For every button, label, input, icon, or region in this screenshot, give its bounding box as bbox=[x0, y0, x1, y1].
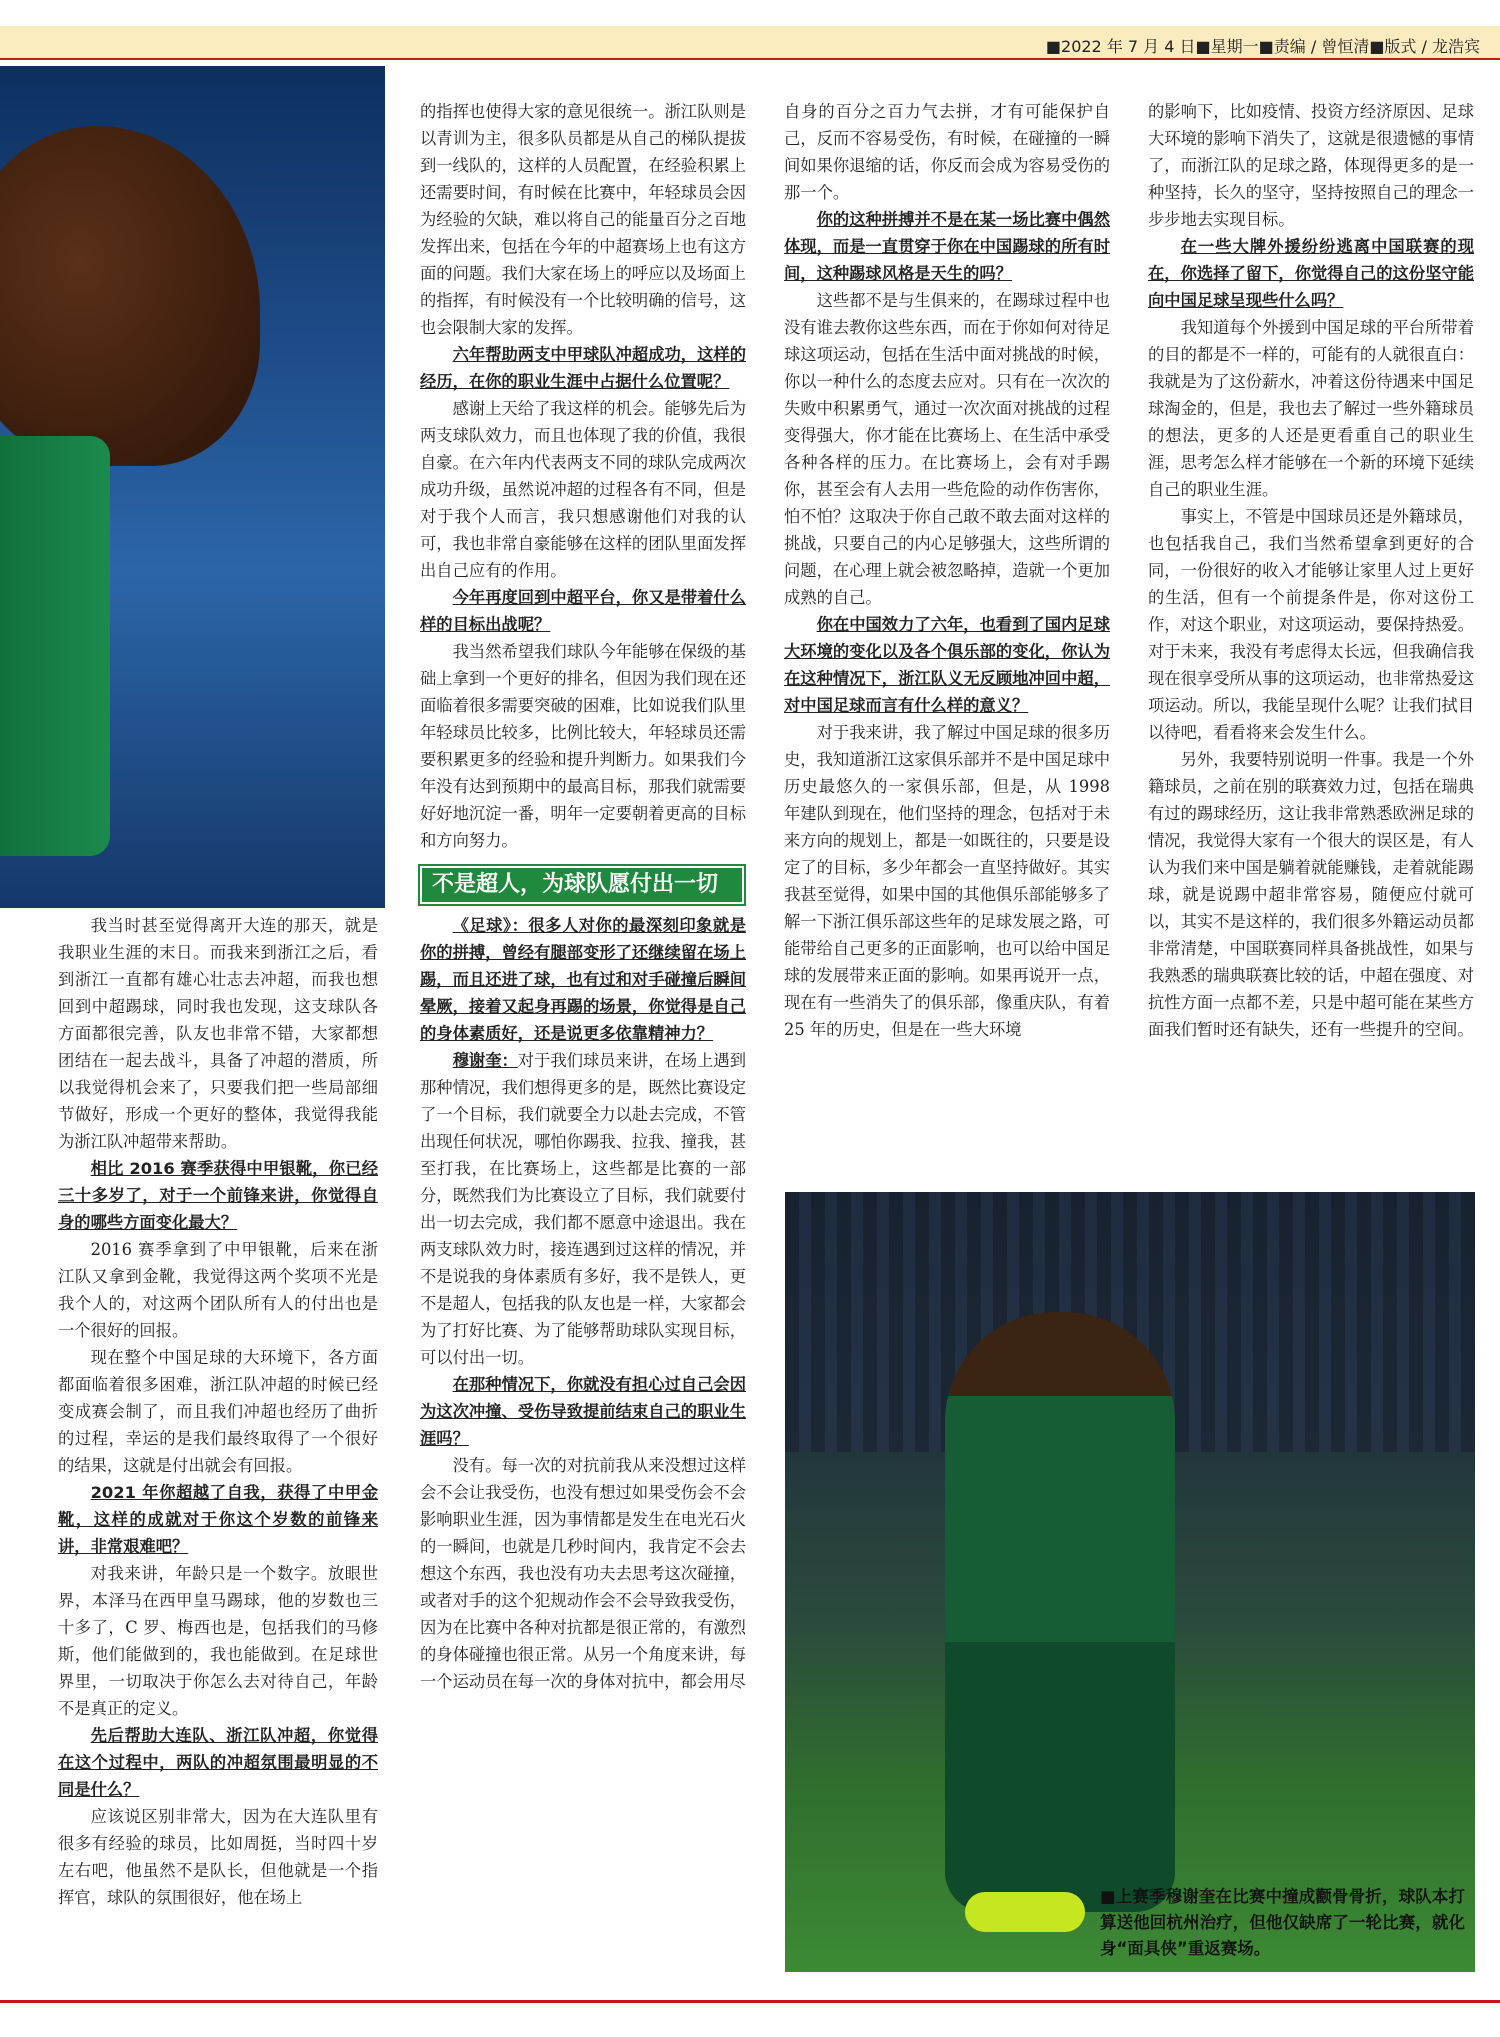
interview-question: 在一些大牌外援纷纷逃离中国联赛的现在，你选择了留下，你觉得自己的这份坚守能向中国足球呈现些什么吗？ bbox=[1148, 237, 1474, 310]
body-paragraph: 2016 赛季拿到了中甲银靴，后来在浙江队又拿到金靴，我觉得这两个奖项不光是我个人的，对这两个团队所有人的付出也是一个很好的回报。 bbox=[58, 1240, 378, 1340]
body-paragraph: 没有。每一次的对抗前我从来没想过这样会不会让我受伤，也没有想过如果受伤会不会影响职业生涯，因为事情都是发生在电光石火的一瞬间，也就是几秒时间内，我肯定不会去想这个东西，我也没有功夫去思考这次碰撞，或者对手的这个犯规动作会不会导致我受伤，因为在比赛中各种对抗都是很正常的，有激烈的身体碰撞也很正常。从另一个角度来讲，每一个运动员在每一次的身体对抗中，都会用尽 bbox=[420, 1456, 746, 1691]
column-3 bbox=[784, 98, 1110, 1043]
interview-question: 相比 2016 赛季获得中甲银靴，你已经三十多岁了，对于一个前锋来讲，你觉得自身的哪些方面变化最大？ bbox=[58, 1159, 378, 1232]
column-2 bbox=[420, 98, 746, 1695]
body-paragraph: 另外，我要特别说明一件事。我是一个外籍球员，之前在别的联赛效力过，包括在瑞典有过的踢球经历，这让我非常熟悉欧洲足球的情况，我觉得大家有一个很大的误区是，有人认为我们来中国是躺着就能赚钱，走着就能踢球，就是说踢中超非常容易，随便应付就可以，其实不是这样的，我们很多外籍运动员都非常清楚，中国联赛同样具备挑战性，如果与我熟悉的瑞典联赛比较的话，中超在强度、对抗性方面一点都不差，只是中超可能在某些方面我们暂时还有缺失，还有一些提升的空间。 bbox=[1148, 750, 1474, 1039]
body-paragraph: 我当然希望我们球队今年能够在保级的基础上拿到一个更好的排名，但因为我们现在还面临着很多需要突破的困难，比如说我们队里年轻球员比较多，比例比较大，年轻球员还需要积累更多的经验和提升判断力。如果我们今年没有达到预期中的最高目标，那我们就需要好好地沉淀一番，明年一定要朝着更高的目标和方向努力。 bbox=[420, 642, 746, 850]
photo-player bbox=[945, 1312, 1175, 1912]
interview-question: 今年再度回到中超平台，你又是带着什么样的目标出战呢？ bbox=[420, 588, 746, 634]
continued-paragraph: 的影响下，比如疫情、投资方经济原因、足球大环境的影响下消失了，这就是很遗憾的事情了，而浙江队的足球之路，体现得更多的是一种坚持，长久的坚守，坚持按照自己的理念一步步地去实现目标。 bbox=[1148, 102, 1474, 229]
section-title: 不是超人，为球队愿付出一切 bbox=[420, 866, 744, 904]
header-rule bbox=[0, 58, 1500, 60]
column-4 bbox=[1148, 98, 1474, 1043]
body-paragraph: 对于我来讲，我了解过中国足球的很多历史，我知道浙江这家俱乐部并不是中国足球中历史最悠久的一家俱乐部，但是，从 1998 年建队到现在，他们坚持的理念，包括对于未来方向的规划上，都是一如既往的，只要是设定了的目标，多少年都会一直坚持做好。其实我甚至觉得，如果中国的其他俱乐部能够多了解一下浙江俱乐部这些年的足球发展之路，可能带给自己更多的正面影响，也可以给中国足球的发展带来正面的影响。如果再说开一点，现在有一些消失了的俱乐部，像重庆队，有着 25 年的历史，但是在一些大环境 bbox=[784, 723, 1110, 1039]
interview-question: 2021 年你超越了自我，获得了中甲金靴，这样的成就对于你这个岁数的前锋来讲，非常艰难吧？ bbox=[58, 1483, 378, 1556]
photo-boot bbox=[965, 1892, 1085, 1932]
continued-paragraph: 的指挥也使得大家的意见很统一。浙江队则是以青训为主，很多队员都是从自己的梯队提拔到一线队的，这样的人员配置，在经验积累上还需要时间，有时候在比赛中，年轻球员会因为经验的欠缺，难以将自己的能量百分之百地发挥出来，包括在今年的中超赛场上也有这方面的问题。我们大家在场上的呼应以及场面上的指挥，有时候没有一个比较明确的信号，这也会限制大家的发挥。 bbox=[420, 102, 746, 337]
interview-question: 你的这种拼搏并不是在某一场比赛中偶然体现，而是一直贯穿于你在中国踢球的所有时间，这种踢球风格是天生的吗？ bbox=[784, 210, 1110, 283]
photo-caption: ■上赛季穆谢奎在比赛中撞成颧骨骨折，球队本打算送他回杭州治疗，但他仅缺席了一轮比赛，就化身“面具侠”重返赛场。 bbox=[1100, 1887, 1465, 1958]
body-paragraph: 我知道每个外援到中国足球的平台所带着的目的都是不一样的，可能有的人就很直白：我就是为了这份薪水，冲着这份待遇来中国足球淘金的，但是，我也去了解过一些外籍球员的想法，更多的人还是更看重自己的职业生涯，思考怎么样才能够在一个新的环境下延续自己的职业生涯。 bbox=[1148, 318, 1474, 499]
body-paragraph: 感谢上天给了我这样的机会。能够先后为两支球队效力，而且也体现了我的价值，我很自豪。在六年内代表两支不同的球队完成两次成功升级，虽然说冲超的过程各有不同，但是对于我个人而言，我只想感谢他们对我的认可，我也非常自豪能够在这样的团队里面发挥出自己应有的作用。 bbox=[420, 399, 746, 580]
column-1 bbox=[58, 912, 378, 1911]
footer-rule bbox=[0, 2000, 1500, 2003]
body-paragraph: 我当时甚至觉得离开大连的那天，就是我职业生涯的末日。而我来到浙江之后，看到浙江一直都有雄心壮志去冲超，而我也想回到中超踢球，同时我也发现，这支球队各方面都很完善，队友也非常不错，大家都想团结在一起去战斗，具备了冲超的潜质，所以我觉得机会来了，只要我们把一些局部细节做好，形成一个更好的整体，我觉得我能为浙江队冲超带来帮助。 bbox=[58, 916, 378, 1151]
top-margin bbox=[0, 0, 1500, 26]
interview-question: 在那种情况下，你就没有担心过自己会因为这次冲撞、受伤导致提前结束自己的职业生涯吗？ bbox=[420, 1375, 746, 1448]
answer-paragraph bbox=[420, 1047, 746, 1371]
issue-info: ■2022 年 7 月 4 日■星期一■责编 / 曾恒清■版式 / 龙浩宾 bbox=[1045, 37, 1480, 56]
player-photo-top bbox=[0, 66, 385, 908]
body-paragraph: 对我来讲，年龄只是一个数字。放眼世界，本泽马在西甲皇马踢球，他的岁数也三十多了，C 罗、梅西也是，包括我们的马修斯，他们能做到的，我也能做到。在足球世界里，一切取决于你怎么去对待自己，年龄不是真正的定义。 bbox=[58, 1564, 378, 1718]
photo-shirt bbox=[0, 436, 110, 856]
body-paragraph: 这些都不是与生俱来的，在踢球过程中也没有谁去教你这些东西，而在于你如何对待足球这项运动，包括在生活中面对挑战的时候，你以一种什么的态度去应对。只有在一次次的失败中积累勇气，通过一次次面对挑战的过程变得强大，你才能在比赛场上、在生活中承受各种各样的压力。在比赛场上，会有对手踢你，甚至会有人去用一些危险的动作伤害你，怕不怕？这取决于你自己敢不敢去面对这样的挑战，只要自己的内心足够强大，这些所谓的问题，在心理上就会被忽略掉，造就一个更加成熟的自己。 bbox=[784, 291, 1110, 607]
photo-arm bbox=[0, 126, 260, 466]
body-paragraph: 现在整个中国足球的大环境下，各方面都面临着很多困难，浙江队冲超的时候已经变成赛会制了，而且我们冲超也经历了曲折的过程，幸运的是我们最终取得了一个很好的结果，这就是付出就会有回报。 bbox=[58, 1348, 378, 1475]
continued-paragraph: 自身的百分之百力气去拼，才有可能保护自己，反而不容易受伤，有时候，在碰撞的一瞬间如果你退缩的话，你反而会成为容易受伤的那一个。 bbox=[784, 102, 1110, 202]
interview-question: 《足球》：很多人对你的最深刻印象就是你的拼搏，曾经有腿部变形了还继续留在场上踢，而且还进了球，也有过和对手碰撞后瞬间晕厥，接着又起身再踢的场景，你觉得是自己的身体素质好，还是说更多依靠精神力？ bbox=[420, 916, 746, 1043]
speaker-label: 穆谢奎： bbox=[452, 1051, 518, 1070]
player-photo-bottom bbox=[785, 1192, 1475, 1972]
body-paragraph: 事实上，不管是中国球员还是外籍球员，也包括我自己，我们当然希望拿到更好的合同，一份很好的收入才能够让家里人过上更好的生活，但有一个前提条件是，你对这份工作，对这个职业，对这项运动，要保持热爱。对于未来，我没有考虑得太长远，但我确信我现在很享受所从事的这项运动，也非常热爱这项运动。所以，我能呈现什么呢？让我们拭目以待吧，看看将来会发生什么。 bbox=[1148, 507, 1474, 742]
interview-question: 先后帮助大连队、浙江队冲超，你觉得在这个过程中，两队的冲超氛围最明显的不同是什么？ bbox=[58, 1726, 378, 1799]
interview-question: 你在中国效力了六年，也看到了国内足球大环境的变化以及各个俱乐部的变化，你认为在这种情况下，浙江队义无反顾地冲回中超，对中国足球而言有什么样的意义？ bbox=[784, 615, 1110, 715]
body-paragraph: 应该说区别非常大，因为在大连队里有很多有经验的球员，比如周挺，当时四十岁左右吧，他虽然不是队长，但他就是一个指挥官，球队的氛围很好，他在场上 bbox=[58, 1807, 378, 1907]
interview-question: 六年帮助两支中甲球队冲超成功，这样的经历，在你的职业生涯中占据什么位置呢？ bbox=[420, 345, 746, 391]
answer-text: 对于我们球员来讲，在场上遇到那种情况，我们想得更多的是，既然比赛设定了一个目标，我们就要全力以赴去完成，不管出现任何状况，哪怕你踢我、拉我、撞我，甚至打我，在比赛场上，这些都是比赛的一部分，既然我们为比赛设立了目标，我们就要付出一切去完成，我们都不愿意中途退出。我在两支球队效力时，接连遇到过这样的情况，并不是说我的身体素质有多好，我不是铁人，更不是超人，包括我的队友也是一样，大家都会为了打好比赛、为了能够帮助球队实现目标，可以付出一切。 bbox=[420, 1051, 746, 1367]
